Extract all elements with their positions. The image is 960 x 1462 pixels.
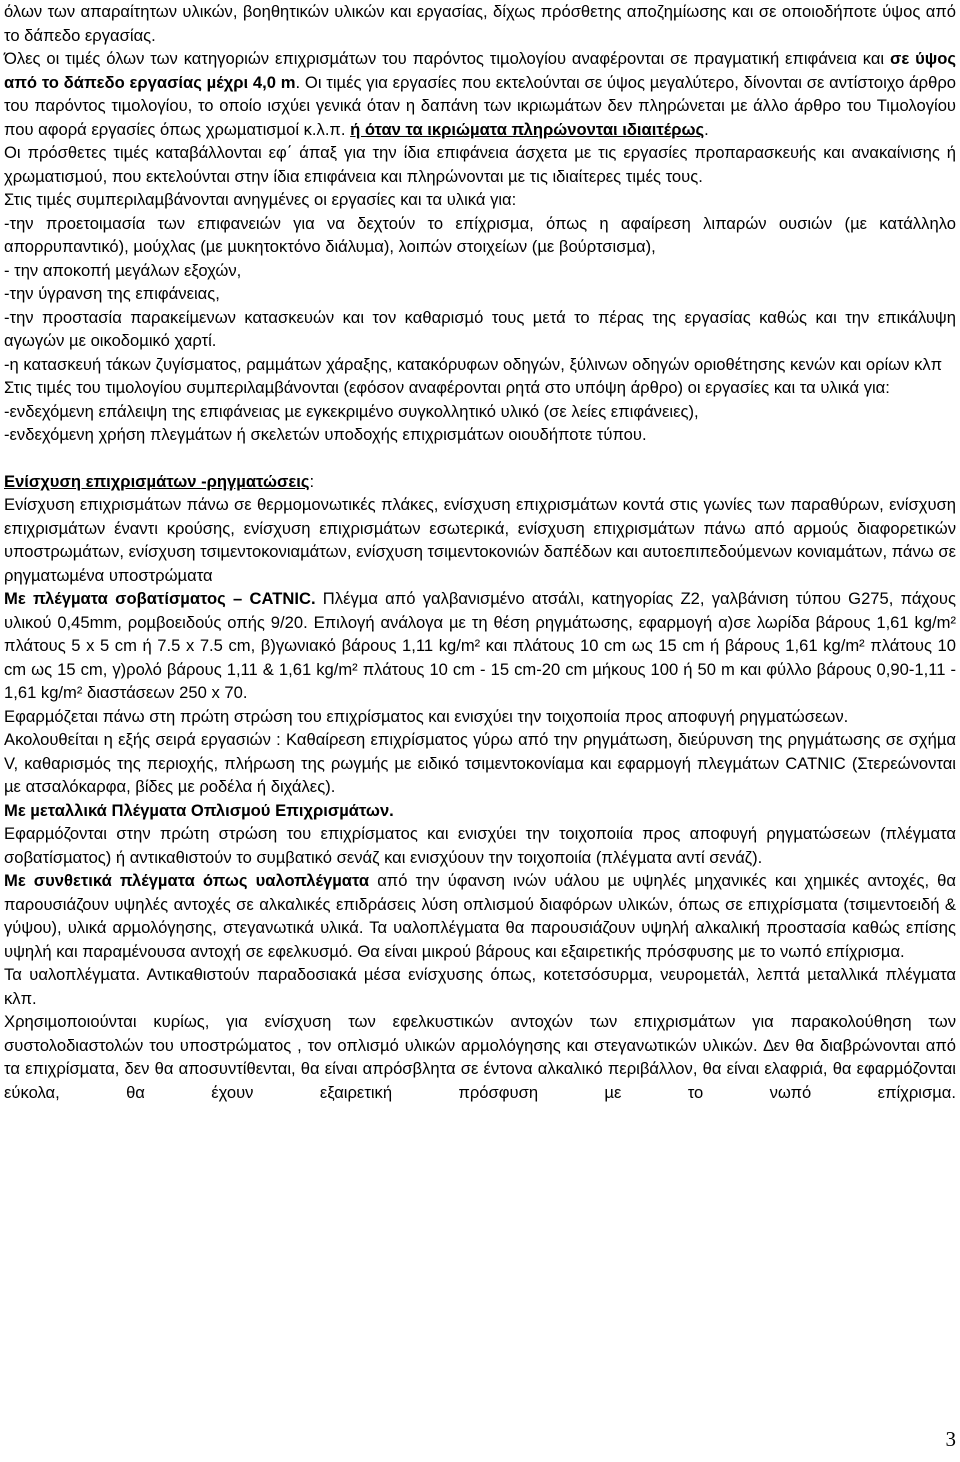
document-body — [4, 0, 956, 1104]
paragraph-conditional-intro: Στις τιµές του τιµολογίου συµπεριλαµβάνονται (εφόσον αναφέρονται ρητά στο υπόψη άρθρο) οι εργασίες και τα υλικά για: — [4, 378, 890, 397]
list-item-cutting: - την αποκοπή µεγάλων εξοχών, — [4, 260, 242, 280]
list-item-preparation: -την προετοιµασία των επιφανειών για να δεχτούν το επίχρισµα, όπως η αφαίρεση λιπαρών ουσιών (µε κατάλληλο απορρυπαντικό), µούχλας (µε µυκητοκτόνο διάλυµα), λοιπών στοιχείων (µε βούρτσισµα), — [4, 213, 956, 256]
list-item-leveling: -η κατασκευή τάκων ζυγίσµατος, ραµµάτων χάραξης, κατακόρυφων οδηγών, ξύλινων οδηγών οριοθέτησης κενών και ορίων κλπ — [4, 354, 943, 374]
paragraph-synthetic-meshes: Με συνθετικά πλέγµατα όπως υαλοπλέγµατα από την ύφανση ινών υάλου µε υψηλές µηχανικές και χηµικές αντοχές, θα παρουσιάζουν υψηλές αντοχές σε αλκαλικές επιδράσεις λύση οπλισµού διαφόρων υλικών, όπως σε επιχρίσµατα (τσιµεντοειδή & γύψου), υλικά αρµολόγησης, στεγανωτικά υλικά. Τα υαλοπλέγµατα θα παρουσιάζουν υψηλή αλκαλική προστασία καθώς επίσης υψηλή και παραµένουσα αντοχή σε εφελκυσµό. Θα είναι µικρού βάρους και εξαιρετικής πρόσφυσης µε το νωπό επίχρισµα. — [4, 871, 956, 961]
bold-catnic-heading: Με πλέγµατα σοβατίσµατος – CATNIC. — [4, 589, 316, 608]
paragraph-pricing-height: Όλες οι τιµές όλων των κατηγοριών επιχρισµάτων του παρόντος τιµολογίου αναφέρονται σε πραγµατική επιφάνεια και σε ύψος από το δάπεδο εργασίας µέχρι 4,0 m. Οι τιµές για εργασίες που εκτελούνται σε ύψος µεγαλύτερο, δίνονται σε αντίστοιχο άρθρο του παρόντος τιµολογίου, το οποίο ισχύει γενικά όταν η δαπάνη των ικριωµάτων δεν πληρώνεται µε άλλο άρθρο του Τιµολογίου που αφορά εργασίες όπως χρωµατισµοί κ.λ.π. ή όταν τα ικριώµατα πληρώνονται ιδιαιτέρως. — [4, 49, 956, 139]
section-heading-reinforcement: Ενίσχυση επιχρισµάτων -ρηγµατώσεις: — [4, 471, 315, 491]
subheading-metal-meshes: Με µεταλλικά Πλέγµατα Οπλισµού Επιχρισµάτων. — [4, 800, 394, 820]
paragraph-metal-meshes: Εφαρµόζονται στην πρώτη στρώση του επιχρίσµατος και ενισχύει την τοιχοποιία προς αποφυγή ρηγµατώσεων (πλέγµατα σοβατίσµατος) ή αντικαθιστούν το συµβατικό σενάζ και ενισχύουν την τοιχοποιία (πλέγµατα αντί σενάζ). — [4, 824, 956, 867]
paragraph-catnic: Με πλέγµατα σοβατίσµατος – CATNIC. Πλέγµα από γαλβανισµένο ατσάλι, κατηγορίας Z2, γαλβάνιση τύπου G275, πάχους υλικού 0,45mm, ροµβοειδούς οπής 9/20. Επιλογή ανάλογα µε τη θέση ρηγµάτωσης, εφαρµογή α)σε λωρίδα βάρους 1,61 kg/m² πλάτους 5 x 5 cm ή 7.5 x 7.5 cm, β)γωνιακό βάρους 1,11 kg/m² και πλάτους 10 cm ως 15 cm ή βάρους 1,61 kg/m² πλάτους 10 cm ως 15 cm, γ)ρολό βάρους 1,11 & 1,61 kg/m² πλάτους 10 cm - 15 cm-20 cm µήκους 100 ή 50 m και φύλλο βάρους 0,90-1,11 - 1,61 kg/m² διαστάσεων 250 x 70. — [4, 589, 956, 702]
list-item-wetting: -την ύγρανση της επιφάνειας, — [4, 284, 220, 303]
bold-synthetic-heading: Με συνθετικά πλέγµατα όπως υαλοπλέγµατα — [4, 871, 370, 890]
paragraph-glass-meshes: Τα υαλοπλέγµατα. Αντικαθιστούν παραδοσιακά µέσα ενίσχυσης όπως, κοτετσόσυρµα, νευροµετάλ, λεπτά µεταλλικά πλέγµατα κλπ. — [4, 965, 956, 1008]
paragraph-reinforcement-cases: Ενίσχυση επιχρισµάτων πάνω σε θερµοµονωτικές πλάκες, ενίσχυση επιχρισµάτων κοντά στις γωνίες των παραθύρων, ενίσχυση επιχρισµάτων έναντι κρούσης, ενίσχυση επιχρισµάτων εσωτερικά, ενίσχυση επιχρισµάτων πάνω από αρµούς διαφορετικών υποστρωµάτων, ενίσχυση τσιµεντοκονιαµάτων, ενίσχυση τσιµεντοκονιών δαπέδων και αυτοεπιπεδούµενων κονιαµάτων, πάνω σε ρηγµατωµένα υποστρώµατα — [4, 495, 956, 585]
list-item-protection: -την προστασία παρακείµενων κατασκευών και τον καθαρισµό τους µετά το πέρας της εργασίας καθώς και την επικάλυψη αγωγών µε οικοδοµικό χαρτί. — [4, 307, 956, 350]
paragraph-glass-meshes-usage: Χρησιµοποιούνται κυρίως, για ενίσχυση των εφελκυστικών αντοχών των επιχρισµάτων για παρακολούθηση των συστολοδιαστολών του υποστρώµατος , τον οπλισµό υλικών αρµολόγησης και στεγανωτικών υλικών. ∆εν θα διαβρώνονται από τα επιχρίσµατα, δεν θα αποσυντίθενται, θα είναι απρόσβλητα σε έντονα αλκαλικό περιβάλλον, θα είναι ελαφριά, θα εφαρµόζονται εύκολα, θα έχουν εξαιρετική πρόσφυση µε το νωπό επίχρισµα. — [4, 1012, 956, 1102]
paragraph-extra-prices: Οι πρόσθετες τιµές καταβάλλονται εφ΄ άπαξ για την ίδια επιφάνεια άσχετα µε τις εργασίες προπαρασκευής και ανακαίνισης ή χρωµατισµού, που εκτελούνται στην ίδια επιφάνεια και πληρώνονται µε τις ιδιαίτερες τιµές τους. — [4, 143, 956, 186]
paragraph-catnic-application: Εφαρµόζεται πάνω στη πρώτη στρώση του επιχρίσµατος και ενισχύει την τοιχοποιία προς αποφυγή ρηγµατώσεων. — [4, 706, 849, 726]
list-item-adhesive: -ενδεχόµενη επάλειψη της επιφάνειας µε εγκεκριµένο συγκολλητικό υλικό (σε λείες επιφάνειες), — [4, 401, 699, 421]
bold-height-limit: σε ύψος από το δάπεδο εργασίας µέχρι 4,0 m — [4, 49, 956, 92]
list-item-meshes: -ενδεχόµενη χρήση πλεγµάτων ή σκελετών υποδοχής επιχρισµάτων οιουδήποτε τύπου. — [4, 425, 647, 444]
page-number: 3 — [945, 1427, 956, 1451]
paragraph-intro: όλων των απαραίτητων υλικών, βοηθητικών υλικών και εργασίας, δίχως πρόσθετης αποζηµίωσης και σε οποιοδήποτε ύψος από το δάπεδο εργασίας. — [4, 2, 956, 45]
bold-underline-scaffolding: ή όταν τα ικριώµατα πληρώνονται ιδιαιτέρως — [350, 119, 705, 139]
paragraph-work-sequence: Ακολουθείται η εξής σειρά εργασιών : Καθαίρεση επιχρίσµατος γύρω από την ρηγµάτωση, διεύρυνση της ρηγµάτωσης σε σχήµα V, καθαρισµός της περιοχής, πλήρωση της ρωγµής µε ειδικό τσιµεντοκονίαµα και εφαρµογή πλεγµάτων CATNIC (Στερεώνονται µε ατσαλόκαρφα, βίδες µε ροδέλα ή διχάλες). — [4, 730, 956, 796]
paragraph-included-intro: Στις τιµές συµπεριλαµβάνονται ανηγµένες οι εργασίες και τα υλικά για: — [4, 190, 517, 209]
